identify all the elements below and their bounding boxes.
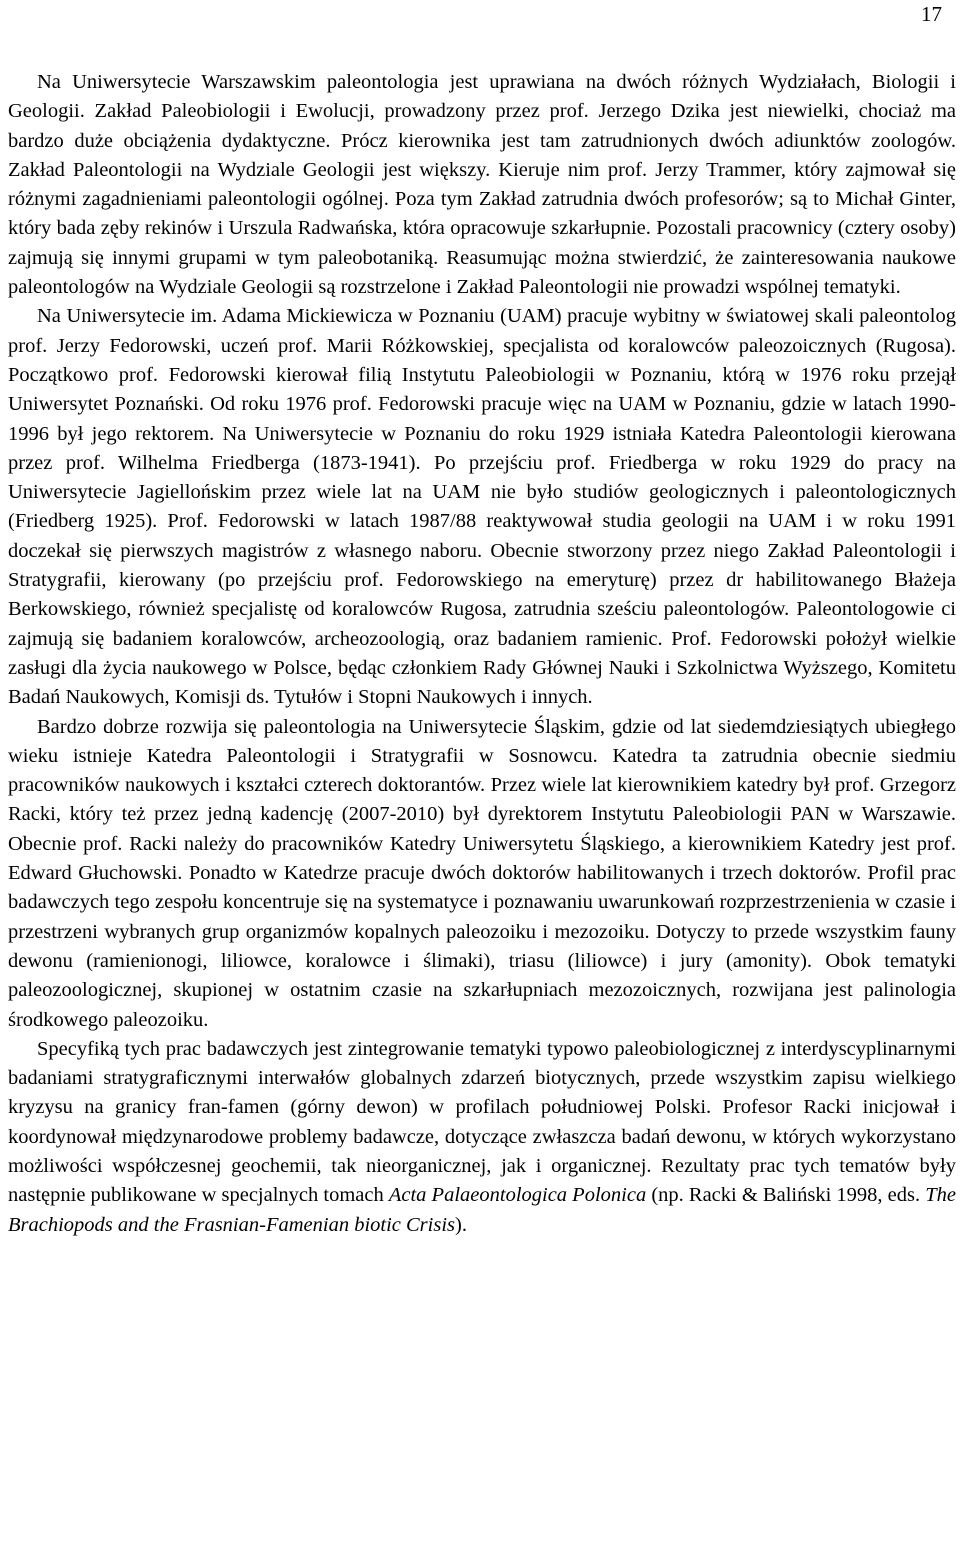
journal-title: Acta Palaeontologica Polonica [388,1184,647,1207]
paragraph-research-specifics [8,1035,956,1240]
paragraph-text-after: ). [455,1213,467,1236]
paragraph-warsaw-university: Na Uniwersytecie Warszawskim paleontologia jest uprawiana na dwóch różnych Wydziałach, Biologii i Geologii. Zakład Paleobiologii i Ewolucji, prowadzony przez prof. Jerzego Dzika jest niewielki, chociaż ma bardzo duże obciążenia dydaktyczne. Prócz kierownika jest tam zatrudnionych dwóch adiunktów zoologów. Zakład Paleontologii na Wydziale Geologii jest większy. Kieruje nim prof. Jerzy Trammer, który zajmował się różnymi zagadnieniami paleontologii ogólnej. Poza tym Zakład zatrudnia dwóch profesorów; są to Michał Ginter, który bada zęby rekinów i Urszula Radwańska, która opracowuje szkarłupnie. Pozostali pracownicy (cztery osoby) zajmują się innymi grupami w tym paleobotaniką. Reasumując można stwierdzić, że zainteresowania naukowe paleontologów na Wydziale Geologii są rozstrzelone i Zakład Paleontologii nie prowadzi wspólnej tematyki. [8,71,956,299]
paragraph-text-before: Specyfiką tych prac badawczych jest zintegrowanie tematyki typowo paleobiologicznej z interdyscyplinarnymi badaniami stratygraficznymi interwałów globalnych zdarzeń biotycznych, przede wszystkim zapisu wielkiego kryzysu na granicy fran-famen (górny dewon) w profilach południowej Polski. Profesor Racki inicjował i koordynował międzynarodowe problemy badawcze, dotyczące zwłaszcza badań dewonu, w których wykorzystano możliwości współczesnej geochemii, tak nieorganicznej, jak i organicznej. Rezultaty prac tych tematów były następnie publikowane w specjalnych tomach [8,1037,956,1207]
page-number: 17 [921,2,942,26]
paragraph-silesian-university: Bardzo dobrze rozwija się paleontologia na Uniwersytecie Śląskim, gdzie od lat siedemdziesiątych ubiegłego wieku istnieje Katedra Paleontologii i Stratygrafii w Sosnowcu. Katedra ta zatrudnia obecnie siedmiu pracowników naukowych i kształci czterech doktorantów. Przez wiele lat kierownikiem katedry był prof. Grzegorz Racki, który też przez jedną kadencję (2007-2010) był dyrektorem Instytutu Paleobiologii PAN w Warszawie. Obecnie prof. Racki należy do pracowników Katedry Uniwersytetu Śląskiego, a kierownikiem Katedry jest prof. Edward Głuchowski. Ponadto w Katedrze pracuje dwóch doktorów habilitowanych i trzech doktorów. Profil prac badawczych tego zespołu koncentruje się na systematyce i poznawaniu uwarunkowań rozprzestrzenienia w czasie i przestrzeni wybranych grup organizmów kopalnych paleozoiku i mezozoiku. Dotyczy to przede wszystkim fauny dewonu (ramienionogi, liliowce, koralowce i ślimaki), triasu (liliowce) i jury (amonity). Obok tematyki paleozoologicznej, skupionej w ostatnim czasie na szkarłupniach mezozoicznych, rozwijana jest palinologia środkowego paleozoiku. [8,715,956,1031]
paragraph-poznan-university: Na Uniwersytecie im. Adama Mickiewicza w Poznaniu (UAM) pracuje wybitny w światowej skali paleontolog prof. Jerzy Fedorowski, uczeń prof. Marii Różkowskiej, specjalista od koralowców paleozoicznych (Rugosa). Początkowo prof. Fedorowski kierował filią Instytutu Paleobiologii w Poznaniu, którą w 1976 roku przejął Uniwersytet Poznański. Od roku 1976 prof. Fedorowski pracuje więc na UAM w Poznaniu, gdzie w latach 1990-1996 był jego rektorem. Na Uniwersytecie w Poznaniu do roku 1929 istniała Katedra Paleontologii kierowana przez prof. Wilhelma Friedberga (1873-1941). Po przejściu prof. Friedberga w roku 1929 do pracy na Uniwersytecie Jagiellońskim przez wiele lat na UAM nie było studiów geologicznych i paleontologicznych (Friedberg 1925). Prof. Fedorowski w latach 1987/88 reaktywował studia geologii na UAM i w roku 1991 doczekał się pierwszych magistrów z własnego naboru. Obecnie stworzony przez niego Zakład Paleontologii i Stratygrafii, kierowany (po przejściu prof. Fedorowskiego na emeryturę) przez dr habilitowanego Błażeja Berkowskiego, również specjalistę od koralowców Rugosa, zatrudnia sześciu paleontologów. Paleontologowie ci zajmują się badaniem koralowców, archeozoologią, oraz badaniem ramienic. Prof. Fedorowski położył wielkie zasługi dla życia naukowego w Polsce, będąc członkiem Rady Głównej Nauki i Szkolnictwa Wyższego, Komitetu Badań Naukowych, Komisji ds. Tytułów i Stopni Naukowych i innych. [8,305,956,709]
article-body [8,68,956,1240]
book-title: The Brachiopods and the Frasnian-Famenian biotic Crisis [8,1184,956,1236]
paragraph-text-middle: (np. Racki & Baliński 1998, eds. [646,1184,926,1207]
